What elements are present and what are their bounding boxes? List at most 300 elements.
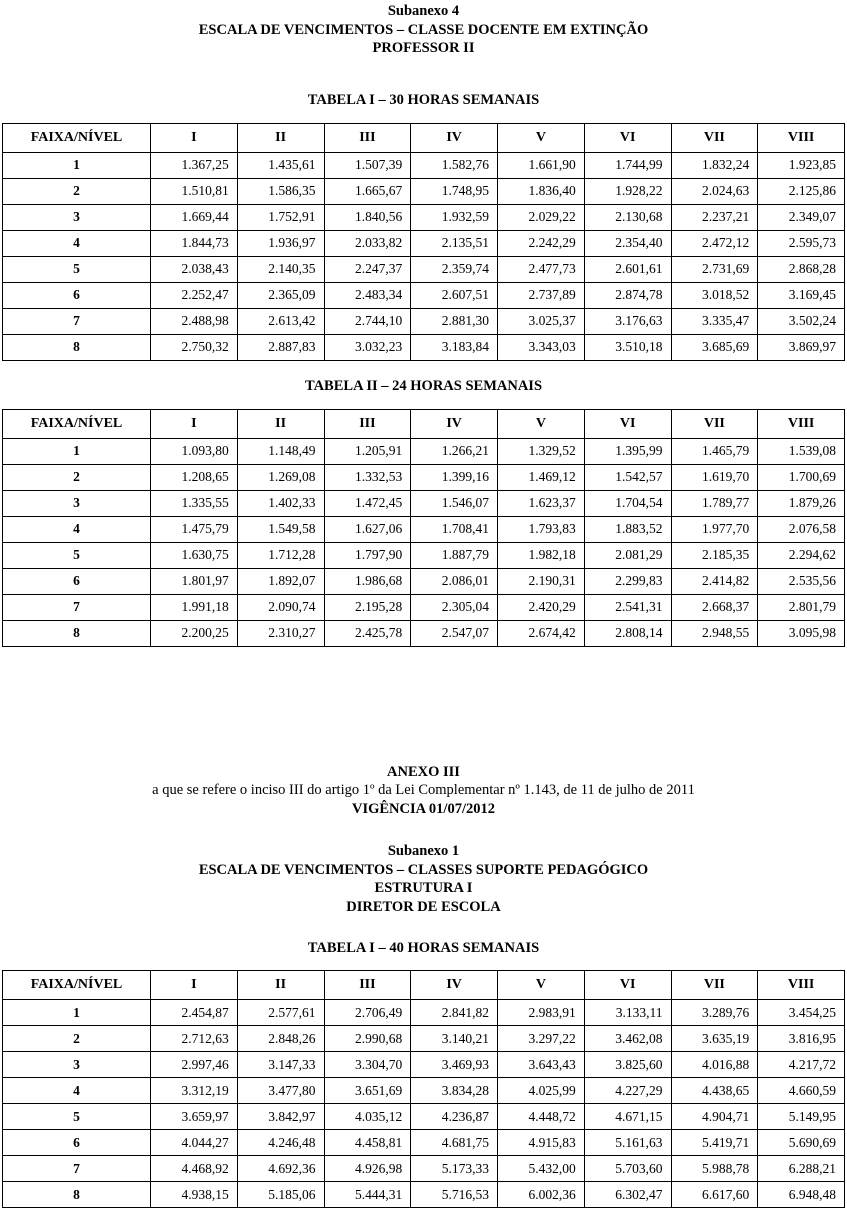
level-cell: 5 — [3, 1104, 151, 1130]
value-cell: 1.539,08 — [758, 438, 845, 464]
column-header-grade-VII: VII — [671, 971, 758, 1000]
value-cell: 2.190,31 — [498, 568, 585, 594]
table-row — [3, 152, 845, 178]
value-cell: 1.586,35 — [237, 178, 324, 204]
value-cell: 1.627,06 — [324, 516, 411, 542]
table-header — [3, 409, 845, 438]
value-cell: 1.395,99 — [584, 438, 671, 464]
value-cell: 4.438,65 — [671, 1078, 758, 1104]
value-cell: 1.923,85 — [758, 152, 845, 178]
value-cell: 2.990,68 — [324, 1026, 411, 1052]
value-cell: 3.651,69 — [324, 1078, 411, 1104]
level-cell: 2 — [3, 464, 151, 490]
value-cell: 3.095,98 — [758, 620, 845, 646]
value-cell: 4.448,72 — [498, 1104, 585, 1130]
value-cell: 2.140,35 — [237, 256, 324, 282]
table-row — [3, 256, 845, 282]
value-cell: 3.635,19 — [671, 1026, 758, 1052]
value-cell: 5.149,95 — [758, 1104, 845, 1130]
value-cell: 6.948,48 — [758, 1182, 845, 1208]
column-header-grade-IV: IV — [411, 971, 498, 1000]
value-cell: 2.029,22 — [498, 204, 585, 230]
value-cell: 2.365,09 — [237, 282, 324, 308]
value-cell: 1.475,79 — [151, 516, 238, 542]
value-cell: 2.359,74 — [411, 256, 498, 282]
value-cell: 2.983,91 — [498, 1000, 585, 1026]
value-cell: 5.444,31 — [324, 1182, 411, 1208]
escala-suporte-title: ESCALA DE VENCIMENTOS – CLASSES SUPORTE PEDAGÓGICO — [198, 861, 649, 878]
value-cell: 5.703,60 — [584, 1156, 671, 1182]
value-cell: 1.836,40 — [498, 178, 585, 204]
table-body — [3, 152, 845, 360]
value-cell: 1.399,16 — [411, 464, 498, 490]
value-cell: 4.458,81 — [324, 1130, 411, 1156]
table-row — [3, 1104, 845, 1130]
value-cell: 1.748,95 — [411, 178, 498, 204]
value-cell: 2.299,83 — [584, 568, 671, 594]
level-cell: 1 — [3, 1000, 151, 1026]
anexo-iii-reference: a que se refere o inciso III do artigo 1º da Lei Complementar nº 1.143, de 11 de julho de 2011 — [152, 782, 695, 798]
value-cell: 1.744,99 — [584, 152, 671, 178]
value-cell: 4.227,29 — [584, 1078, 671, 1104]
table-body — [3, 438, 845, 646]
value-cell: 2.472,12 — [671, 230, 758, 256]
table-row — [3, 438, 845, 464]
value-cell: 4.016,88 — [671, 1052, 758, 1078]
value-cell: 3.176,63 — [584, 308, 671, 334]
value-cell: 2.841,82 — [411, 1000, 498, 1026]
value-cell: 5.690,69 — [758, 1130, 845, 1156]
value-cell: 2.483,34 — [324, 282, 411, 308]
value-cell: 1.982,18 — [498, 542, 585, 568]
value-cell: 3.297,22 — [498, 1026, 585, 1052]
value-cell: 2.242,29 — [498, 230, 585, 256]
value-cell: 4.926,98 — [324, 1156, 411, 1182]
value-cell: 1.148,49 — [237, 438, 324, 464]
value-cell: 3.018,52 — [671, 282, 758, 308]
salary-table-24-horas — [2, 409, 845, 647]
value-cell: 3.025,37 — [498, 308, 585, 334]
spacer — [0, 818, 847, 842]
value-cell: 2.185,35 — [671, 542, 758, 568]
value-cell: 2.425,78 — [324, 620, 411, 646]
value-cell: 5.173,33 — [411, 1156, 498, 1182]
column-header-grade-VII: VII — [671, 409, 758, 438]
value-cell: 3.510,18 — [584, 334, 671, 360]
value-cell: 6.288,21 — [758, 1156, 845, 1182]
column-header-grade-V: V — [498, 409, 585, 438]
value-cell: 1.986,68 — [324, 568, 411, 594]
level-cell: 4 — [3, 1078, 151, 1104]
value-cell: 2.595,73 — [758, 230, 845, 256]
value-cell: 3.643,43 — [498, 1052, 585, 1078]
value-cell: 2.477,73 — [498, 256, 585, 282]
value-cell: 3.169,45 — [758, 282, 845, 308]
value-cell: 1.977,70 — [671, 516, 758, 542]
table-header — [3, 123, 845, 152]
table-row — [3, 568, 845, 594]
value-cell: 2.086,01 — [411, 568, 498, 594]
value-cell: 1.582,76 — [411, 152, 498, 178]
value-cell: 1.208,65 — [151, 464, 238, 490]
value-cell: 2.349,07 — [758, 204, 845, 230]
value-cell: 1.887,79 — [411, 542, 498, 568]
salary-table-40-horas — [2, 970, 845, 1208]
table-1-title: TABELA I – 30 HORAS SEMANAIS — [307, 91, 540, 108]
value-cell: 3.834,28 — [411, 1078, 498, 1104]
table-body — [3, 1000, 845, 1208]
level-cell: 2 — [3, 178, 151, 204]
table-row — [3, 594, 845, 620]
value-cell: 3.304,70 — [324, 1052, 411, 1078]
table-row — [3, 334, 845, 360]
value-cell: 2.712,63 — [151, 1026, 238, 1052]
value-cell: 1.704,54 — [584, 490, 671, 516]
table-row — [3, 1052, 845, 1078]
value-cell: 2.547,07 — [411, 620, 498, 646]
diretor-de-escola-subtitle: DIRETOR DE ESCOLA — [346, 898, 501, 915]
value-cell: 3.289,76 — [671, 1000, 758, 1026]
value-cell: 2.024,63 — [671, 178, 758, 204]
level-cell: 2 — [3, 1026, 151, 1052]
level-cell: 7 — [3, 308, 151, 334]
column-header-grade-VI: VI — [584, 409, 671, 438]
value-cell: 3.032,23 — [324, 334, 411, 360]
value-cell: 2.076,58 — [758, 516, 845, 542]
column-header-grade-III: III — [324, 409, 411, 438]
value-cell: 2.090,74 — [237, 594, 324, 620]
value-cell: 1.472,45 — [324, 490, 411, 516]
value-cell: 3.825,60 — [584, 1052, 671, 1078]
column-header-faixa-nivel: FAIXA/NÍVEL — [3, 123, 151, 152]
value-cell: 4.044,27 — [151, 1130, 238, 1156]
escala-docente-title: ESCALA DE VENCIMENTOS – CLASSE DOCENTE EM EXTINÇÃO — [198, 21, 649, 38]
spacer — [0, 957, 847, 970]
estrutura-i-subtitle: ESTRUTURA I — [374, 880, 473, 896]
value-cell: 1.266,21 — [411, 438, 498, 464]
column-header-faixa-nivel: FAIXA/NÍVEL — [3, 409, 151, 438]
level-cell: 8 — [3, 620, 151, 646]
value-cell: 2.706,49 — [324, 1000, 411, 1026]
value-cell: 5.419,71 — [671, 1130, 758, 1156]
value-cell: 2.420,29 — [498, 594, 585, 620]
value-cell: 1.932,59 — [411, 204, 498, 230]
column-header-grade-II: II — [237, 409, 324, 438]
value-cell: 1.329,52 — [498, 438, 585, 464]
value-cell: 3.183,84 — [411, 334, 498, 360]
level-cell: 8 — [3, 334, 151, 360]
value-cell: 3.685,69 — [671, 334, 758, 360]
value-cell: 5.161,63 — [584, 1130, 671, 1156]
table-row — [3, 542, 845, 568]
value-cell: 3.312,19 — [151, 1078, 238, 1104]
level-cell: 5 — [3, 256, 151, 282]
value-cell: 2.038,43 — [151, 256, 238, 282]
value-cell: 1.542,57 — [584, 464, 671, 490]
value-cell: 2.848,26 — [237, 1026, 324, 1052]
value-cell: 2.414,82 — [671, 568, 758, 594]
value-cell: 1.752,91 — [237, 204, 324, 230]
professor-ii-subtitle: PROFESSOR II — [372, 40, 475, 56]
value-cell: 1.797,90 — [324, 542, 411, 568]
value-cell: 1.936,97 — [237, 230, 324, 256]
level-cell: 7 — [3, 1156, 151, 1182]
value-cell: 1.793,83 — [498, 516, 585, 542]
value-cell: 4.035,12 — [324, 1104, 411, 1130]
value-cell: 2.668,37 — [671, 594, 758, 620]
value-cell: 3.869,97 — [758, 334, 845, 360]
column-header-grade-VIII: VIII — [758, 409, 845, 438]
value-cell: 2.868,28 — [758, 256, 845, 282]
anexo-iii-block — [0, 763, 847, 819]
value-cell: 1.630,75 — [151, 542, 238, 568]
value-cell: 2.200,25 — [151, 620, 238, 646]
level-cell: 3 — [3, 490, 151, 516]
level-cell: 3 — [3, 1052, 151, 1078]
column-header-faixa-nivel: FAIXA/NÍVEL — [3, 971, 151, 1000]
value-cell: 2.731,69 — [671, 256, 758, 282]
subanexo-1-label: Subanexo 1 — [387, 843, 460, 859]
value-cell: 1.789,77 — [671, 490, 758, 516]
column-header-grade-VI: VI — [584, 123, 671, 152]
salary-table-30-horas — [2, 123, 845, 361]
value-cell: 2.081,29 — [584, 542, 671, 568]
level-cell: 6 — [3, 282, 151, 308]
value-cell: 2.488,98 — [151, 308, 238, 334]
value-cell: 2.601,61 — [584, 256, 671, 282]
table-row — [3, 308, 845, 334]
table-row — [3, 282, 845, 308]
column-header-grade-VII: VII — [671, 123, 758, 152]
value-cell: 4.236,87 — [411, 1104, 498, 1130]
value-cell: 2.997,46 — [151, 1052, 238, 1078]
subanexo-4-label: Subanexo 4 — [387, 3, 460, 19]
table-row — [3, 516, 845, 542]
value-cell: 2.541,31 — [584, 594, 671, 620]
value-cell: 2.247,37 — [324, 256, 411, 282]
value-cell: 2.613,42 — [237, 308, 324, 334]
value-cell: 4.692,36 — [237, 1156, 324, 1182]
table-row — [3, 230, 845, 256]
column-header-grade-IV: IV — [411, 409, 498, 438]
column-header-grade-I: I — [151, 971, 238, 1000]
table-3-title: TABELA I – 40 HORAS SEMANAIS — [307, 940, 540, 956]
value-cell: 2.607,51 — [411, 282, 498, 308]
table-2-title: TABELA II – 24 HORAS SEMANAIS — [304, 377, 543, 394]
value-cell: 5.432,00 — [498, 1156, 585, 1182]
value-cell: 2.294,62 — [758, 542, 845, 568]
table-row — [3, 1078, 845, 1104]
spacer — [0, 58, 847, 92]
level-cell: 4 — [3, 516, 151, 542]
anexo-iii-title: ANEXO III — [387, 763, 460, 780]
table-row — [3, 204, 845, 230]
value-cell: 1.708,41 — [411, 516, 498, 542]
value-cell: 2.881,30 — [411, 308, 498, 334]
value-cell: 1.844,73 — [151, 230, 238, 256]
level-cell: 1 — [3, 152, 151, 178]
value-cell: 2.305,04 — [411, 594, 498, 620]
value-cell: 2.130,68 — [584, 204, 671, 230]
value-cell: 2.535,56 — [758, 568, 845, 594]
value-cell: 4.660,59 — [758, 1078, 845, 1104]
column-header-grade-V: V — [498, 123, 585, 152]
value-cell: 2.801,79 — [758, 594, 845, 620]
value-cell: 4.246,48 — [237, 1130, 324, 1156]
table-row — [3, 1182, 845, 1208]
value-cell: 2.033,82 — [324, 230, 411, 256]
value-cell: 4.938,15 — [151, 1182, 238, 1208]
table-row — [3, 178, 845, 204]
value-cell: 1.335,55 — [151, 490, 238, 516]
value-cell: 1.402,33 — [237, 490, 324, 516]
value-cell: 4.681,75 — [411, 1130, 498, 1156]
value-cell: 4.915,83 — [498, 1130, 585, 1156]
column-header-grade-III: III — [324, 123, 411, 152]
spacer — [0, 647, 847, 763]
level-cell: 1 — [3, 438, 151, 464]
value-cell: 6.002,36 — [498, 1182, 585, 1208]
column-header-grade-III: III — [324, 971, 411, 1000]
table-header-row — [3, 123, 845, 152]
table-row — [3, 620, 845, 646]
value-cell: 1.832,24 — [671, 152, 758, 178]
value-cell: 2.135,51 — [411, 230, 498, 256]
value-cell: 3.462,08 — [584, 1026, 671, 1052]
value-cell: 1.510,81 — [151, 178, 238, 204]
value-cell: 2.737,89 — [498, 282, 585, 308]
spacer — [0, 109, 847, 123]
table-row — [3, 1026, 845, 1052]
column-header-grade-VIII: VIII — [758, 123, 845, 152]
value-cell: 2.354,40 — [584, 230, 671, 256]
value-cell: 1.435,61 — [237, 152, 324, 178]
spacer — [0, 395, 847, 409]
value-cell: 3.469,93 — [411, 1052, 498, 1078]
value-cell: 6.617,60 — [671, 1182, 758, 1208]
value-cell: 3.842,97 — [237, 1104, 324, 1130]
column-header-grade-I: I — [151, 123, 238, 152]
value-cell: 1.469,12 — [498, 464, 585, 490]
value-cell: 2.750,32 — [151, 334, 238, 360]
level-cell: 3 — [3, 204, 151, 230]
value-cell: 2.125,86 — [758, 178, 845, 204]
value-cell: 2.237,21 — [671, 204, 758, 230]
level-cell: 6 — [3, 568, 151, 594]
column-header-grade-I: I — [151, 409, 238, 438]
level-cell: 4 — [3, 230, 151, 256]
column-header-grade-II: II — [237, 971, 324, 1000]
value-cell: 5.716,53 — [411, 1182, 498, 1208]
value-cell: 3.343,03 — [498, 334, 585, 360]
value-cell: 1.549,58 — [237, 516, 324, 542]
value-cell: 1.840,56 — [324, 204, 411, 230]
value-cell: 3.335,47 — [671, 308, 758, 334]
value-cell: 5.988,78 — [671, 1156, 758, 1182]
value-cell: 1.883,52 — [584, 516, 671, 542]
table-header — [3, 971, 845, 1000]
value-cell: 4.671,15 — [584, 1104, 671, 1130]
spacer — [0, 916, 847, 940]
column-header-grade-V: V — [498, 971, 585, 1000]
value-cell: 1.669,44 — [151, 204, 238, 230]
value-cell: 1.465,79 — [671, 438, 758, 464]
value-cell: 3.659,97 — [151, 1104, 238, 1130]
column-header-grade-VIII: VIII — [758, 971, 845, 1000]
value-cell: 1.546,07 — [411, 490, 498, 516]
table-row — [3, 1130, 845, 1156]
level-cell: 5 — [3, 542, 151, 568]
value-cell: 1.332,53 — [324, 464, 411, 490]
value-cell: 1.892,07 — [237, 568, 324, 594]
value-cell: 1.367,25 — [151, 152, 238, 178]
table-row — [3, 490, 845, 516]
value-cell: 1.205,91 — [324, 438, 411, 464]
value-cell: 1.093,80 — [151, 438, 238, 464]
value-cell: 6.302,47 — [584, 1182, 671, 1208]
column-header-grade-VI: VI — [584, 971, 671, 1000]
level-cell: 8 — [3, 1182, 151, 1208]
value-cell: 5.185,06 — [237, 1182, 324, 1208]
value-cell: 1.665,67 — [324, 178, 411, 204]
value-cell: 1.507,39 — [324, 152, 411, 178]
value-cell: 3.140,21 — [411, 1026, 498, 1052]
value-cell: 2.948,55 — [671, 620, 758, 646]
value-cell: 1.700,69 — [758, 464, 845, 490]
table-header-row — [3, 409, 845, 438]
vigencia-line: VIGÊNCIA 01/07/2012 — [351, 800, 495, 817]
value-cell: 3.133,11 — [584, 1000, 671, 1026]
value-cell: 1.928,22 — [584, 178, 671, 204]
value-cell: 4.904,71 — [671, 1104, 758, 1130]
value-cell: 2.454,87 — [151, 1000, 238, 1026]
table-row — [3, 1000, 845, 1026]
value-cell: 2.195,28 — [324, 594, 411, 620]
column-header-grade-IV: IV — [411, 123, 498, 152]
value-cell: 2.674,42 — [498, 620, 585, 646]
value-cell: 3.816,95 — [758, 1026, 845, 1052]
column-header-grade-II: II — [237, 123, 324, 152]
value-cell: 2.808,14 — [584, 620, 671, 646]
value-cell: 2.874,78 — [584, 282, 671, 308]
value-cell: 2.577,61 — [237, 1000, 324, 1026]
value-cell: 2.310,27 — [237, 620, 324, 646]
table-header-row — [3, 971, 845, 1000]
value-cell: 1.623,37 — [498, 490, 585, 516]
value-cell: 4.025,99 — [498, 1078, 585, 1104]
value-cell: 1.801,97 — [151, 568, 238, 594]
value-cell: 1.619,70 — [671, 464, 758, 490]
value-cell: 1.269,08 — [237, 464, 324, 490]
table-row — [3, 464, 845, 490]
value-cell: 3.502,24 — [758, 308, 845, 334]
value-cell: 1.661,90 — [498, 152, 585, 178]
level-cell: 6 — [3, 1130, 151, 1156]
value-cell: 3.477,80 — [237, 1078, 324, 1104]
value-cell: 1.712,28 — [237, 542, 324, 568]
value-cell: 1.991,18 — [151, 594, 238, 620]
value-cell: 2.887,83 — [237, 334, 324, 360]
value-cell: 1.879,26 — [758, 490, 845, 516]
value-cell: 2.744,10 — [324, 308, 411, 334]
level-cell: 7 — [3, 594, 151, 620]
value-cell: 3.147,33 — [237, 1052, 324, 1078]
value-cell: 3.454,25 — [758, 1000, 845, 1026]
value-cell: 4.468,92 — [151, 1156, 238, 1182]
table-row — [3, 1156, 845, 1182]
spacer — [0, 361, 847, 378]
doc-header-subanexo-4 — [0, 2, 847, 58]
